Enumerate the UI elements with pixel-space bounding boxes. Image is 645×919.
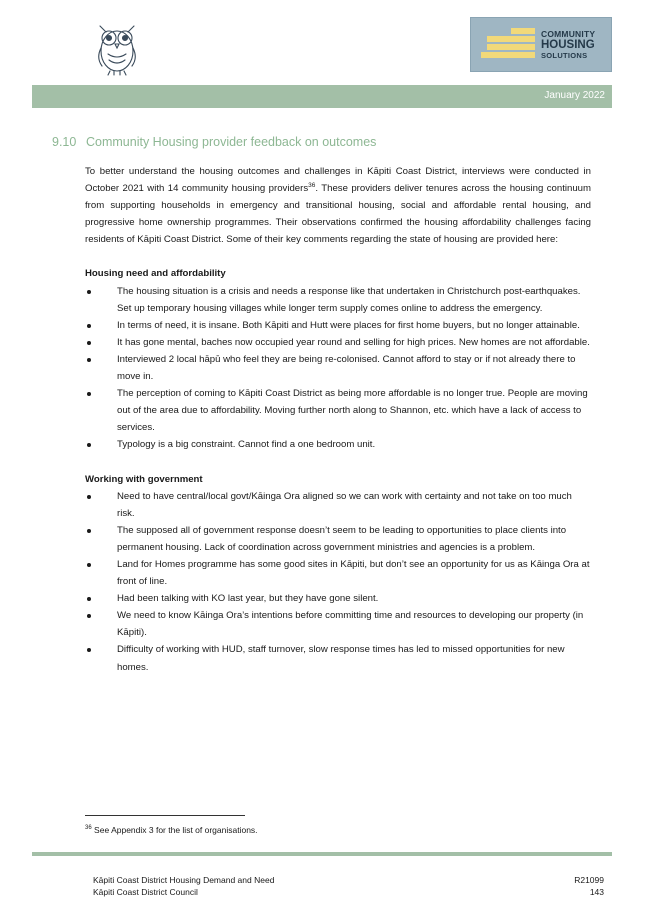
list-item-text: The perception of coming to Kāpiti Coast District as being more affordable is no longer true. People are moving out of the area due to affordability. Moving further north along to Shannon, etc. which have a lack of access to services. <box>117 388 588 434</box>
list-item <box>85 641 591 675</box>
bullet-icon <box>87 392 91 396</box>
list-item <box>85 334 591 351</box>
logo-line-community: COMMUNITY <box>541 29 596 39</box>
footnote-divider <box>85 815 245 816</box>
list-item-text: Difficulty of working with HUD, staff turnover, slow response times has led to missed opportunities for new homes. <box>117 644 565 673</box>
footer-council-name: Kāpiti Coast District Council <box>93 887 198 897</box>
logo-line-solutions: SOLUTIONS <box>541 51 588 60</box>
intro-text-continued: . These providers deliver tenures across the housing continuum from supporting households in emergency and transitional housing, social and affordable rental housing, and progressive home ownership programmes. Their observations confirmed the housing affordability challenges facing residents of Kāpiti Coast District. Some of their key comments regarding the state of housing are provided here: <box>85 183 591 246</box>
header-date: January 2022 <box>544 90 605 101</box>
bullet-list-housing-need <box>85 283 591 454</box>
list-item <box>85 522 591 556</box>
list-item-text: Interviewed 2 local hāpū who feel they are being re-colonised. Cannot afford to stay or if not already there to move in. <box>117 353 576 383</box>
header-band <box>32 85 612 108</box>
footnote-number: 36 <box>85 825 92 832</box>
intro-text: To better understand the housing outcomes and challenges in Kāpiti Coast District, interviews were conducted in October 2021 with 14 community housing providers <box>85 166 591 195</box>
subheading-housing-need: Housing need and affordability <box>85 268 226 280</box>
list-item-text: The supposed all of government response doesn’t seem to be leading to opportunities to place clients into permanent housing. Lack of coordination across government ministries and agencies is a problem. <box>117 524 567 553</box>
list-item <box>85 556 591 590</box>
footer-band <box>32 852 612 856</box>
list-item <box>85 283 591 317</box>
list-item-text: Land for Homes programme has some good sites in Kāpiti, but don’t see an opportunity for us as Kāinga Ora at front of line. <box>117 558 590 588</box>
community-housing-solutions-logo <box>470 17 612 72</box>
page-number: 143 <box>589 887 604 897</box>
bullet-icon <box>87 563 91 567</box>
subheading-working-with-government: Working with government <box>85 473 203 485</box>
bullet-icon <box>87 358 91 362</box>
list-item-text: Typology is a big constraint. Cannot find a one bedroom unit. <box>117 439 376 451</box>
intro-paragraph <box>85 163 591 248</box>
footnote-reference[interactable]: 36 <box>308 181 316 189</box>
bullet-icon <box>87 324 91 328</box>
section-number: 9.10 <box>52 135 77 149</box>
section-title: Community Housing provider feedback on outcomes <box>86 135 377 149</box>
body-content <box>85 163 591 676</box>
footer-report-code: R21099 <box>574 875 604 885</box>
bullet-icon <box>87 290 91 294</box>
footer-report-title: Kāpiti Coast District Housing Demand and Need <box>93 875 275 885</box>
footnote-text: See Appendix 3 for the list of organisations. <box>91 825 258 835</box>
list-item <box>85 590 591 607</box>
bullet-list-working-with-government <box>85 488 591 676</box>
logo-line-housing: HOUSING <box>541 39 595 51</box>
list-item <box>85 607 591 641</box>
list-item-text: Need to have central/local govt/Kāinga Ora aligned so we can work with certainty and not take on too much risk. <box>117 490 572 519</box>
footer-left <box>93 874 274 898</box>
list-item-text: It has gone mental, baches now occupied year round and selling for high prices. New homes are not affordable. <box>117 336 590 348</box>
footer-right <box>574 874 604 898</box>
list-item <box>85 351 591 385</box>
bullet-icon <box>87 495 91 499</box>
list-item <box>85 488 591 522</box>
bullet-icon <box>87 529 91 533</box>
bullet-icon <box>87 443 91 447</box>
bullet-icon <box>87 614 91 618</box>
section-heading <box>52 135 376 149</box>
list-item <box>85 317 591 334</box>
list-item-text: The housing situation is a crisis and needs a response like that undertaken in Christchurch post-earthquakes. Set up temporary housing villages while longer term supply comes online to address the emergency. <box>117 285 581 314</box>
housing-bars-icon <box>481 28 537 62</box>
bullet-icon <box>87 341 91 345</box>
logo-wordmark <box>541 30 595 60</box>
list-item-text: In terms of need, it is insane. Both Kāpiti and Hutt were places for first home buyers, but no longer attainable. <box>117 319 580 331</box>
footnote <box>85 825 258 835</box>
list-item <box>85 385 591 436</box>
bullet-icon <box>87 597 91 601</box>
owl-logo-icon <box>92 18 142 76</box>
list-item-text: Had been talking with KO last year, but they have gone silent. <box>117 593 379 605</box>
list-item-text: We need to know Kāinga Ora’s intentions before committing time and resources to developing our property (in Kāpiti). <box>117 610 584 639</box>
bullet-icon <box>87 648 91 652</box>
list-item <box>85 436 591 453</box>
